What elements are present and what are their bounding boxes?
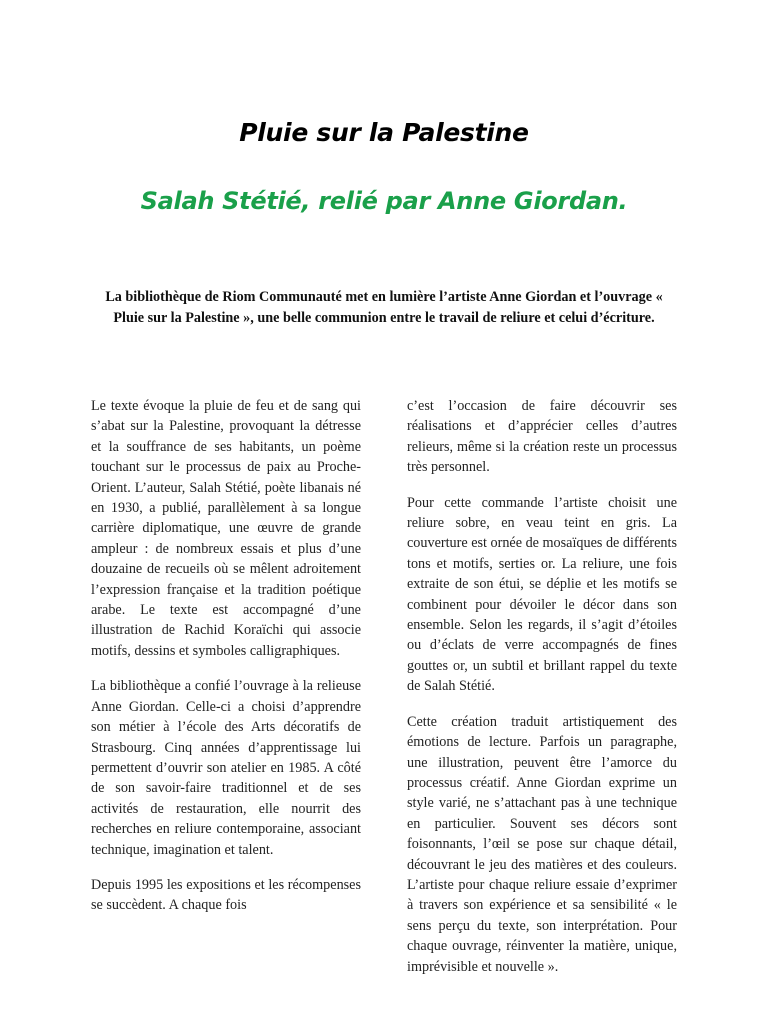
body-paragraph: La bibliothèque a confié l’ouvrage à la relieuse Anne Giordan. Celle-ci a choisi d’apprendre son métier à l’école des Arts décoratifs de Strasbourg. Cinq années d’apprentissage lui permettent d’ouvrir son atelier en 1985. A côté de son savoir-faire traditionnel et de ses activités de restauration, elle nourrit des recherches en reliure contemporaine, associant technique, imagination et talent. [91,678,361,858]
body-paragraph: Le texte évoque la pluie de feu et de sang qui s’abat sur la Palestine, provoquant la détresse et la souffrance de ses habitants, un poème touchant sur le processus de paix au Proche-Orient. L’auteur, Salah Stétié, poète libanais né en 1930, a publié, parallèlement à sa longue carrière diplomatique, une œuvre de grande ampleur : de nombreux essais et plus d’une douzaine de recueils où se mêlent adroitement l’expression française et la tradition poétique arabe. Le texte est accompagné d’une illustration de Rachid Koraïchi qui associe motifs, dessins et symboles calligraphiques. [91,398,361,659]
document-subtitle: Salah Stétié, relié par Anne Giordan. [140,186,628,215]
body-paragraph: c’est l’occasion de faire découvrir ses réalisations et d’apprécier celles d’autres relieurs, même si la création reste un processus très personnel. [407,398,677,476]
right-column [407,396,677,992]
document-title: Pluie sur la Palestine [239,117,529,147]
body-paragraph: Cette création traduit artistiquement des émotions de lecture. Parfois un paragraphe, une illustration, peuvent être l’amorce du processus créatif. Anne Giordan exprime un style varié, ne s’attachant pas à une technique en particulier. Souvent ses décors sont foisonnants, l’œil se pose sur chaque détail, découvrant le jeu des matières et des couleurs. L’artiste pour chaque reliure essaie d’exprimer à travers son expérience et sa sensibilité « le sens perçu du texte, son interprétation. Pour chaque ouvrage, réinventer la matière, unique, imprévisible et nouvelle ». [407,713,677,975]
left-column [91,396,361,931]
body-paragraph: Pour cette commande l’artiste choisit une reliure sobre, en veau teint en gris. La couverture est ornée de mosaïques de différents tons et motifs, serties or. La reliure, une fois extraite de son étui, se déplie et les motifs se combinent pour dévoiler le décor dans son ensemble. Selon les regards, il s’agit d’étoiles ou d’éclats de verre accompagnés de fines gouttes or, un subtil et brillant rappel du texte de Salah Stétié. [407,494,677,695]
intro-paragraph: La bibliothèque de Riom Communauté met en lumière l’artiste Anne Giordan et l’ouvrage « Pluie sur la Palestine », une belle communion entre le travail de reliure et celui d’écriture. [105,289,663,326]
body-paragraph: Depuis 1995 les expositions et les récompenses se succèdent. A chaque fois [91,876,361,914]
